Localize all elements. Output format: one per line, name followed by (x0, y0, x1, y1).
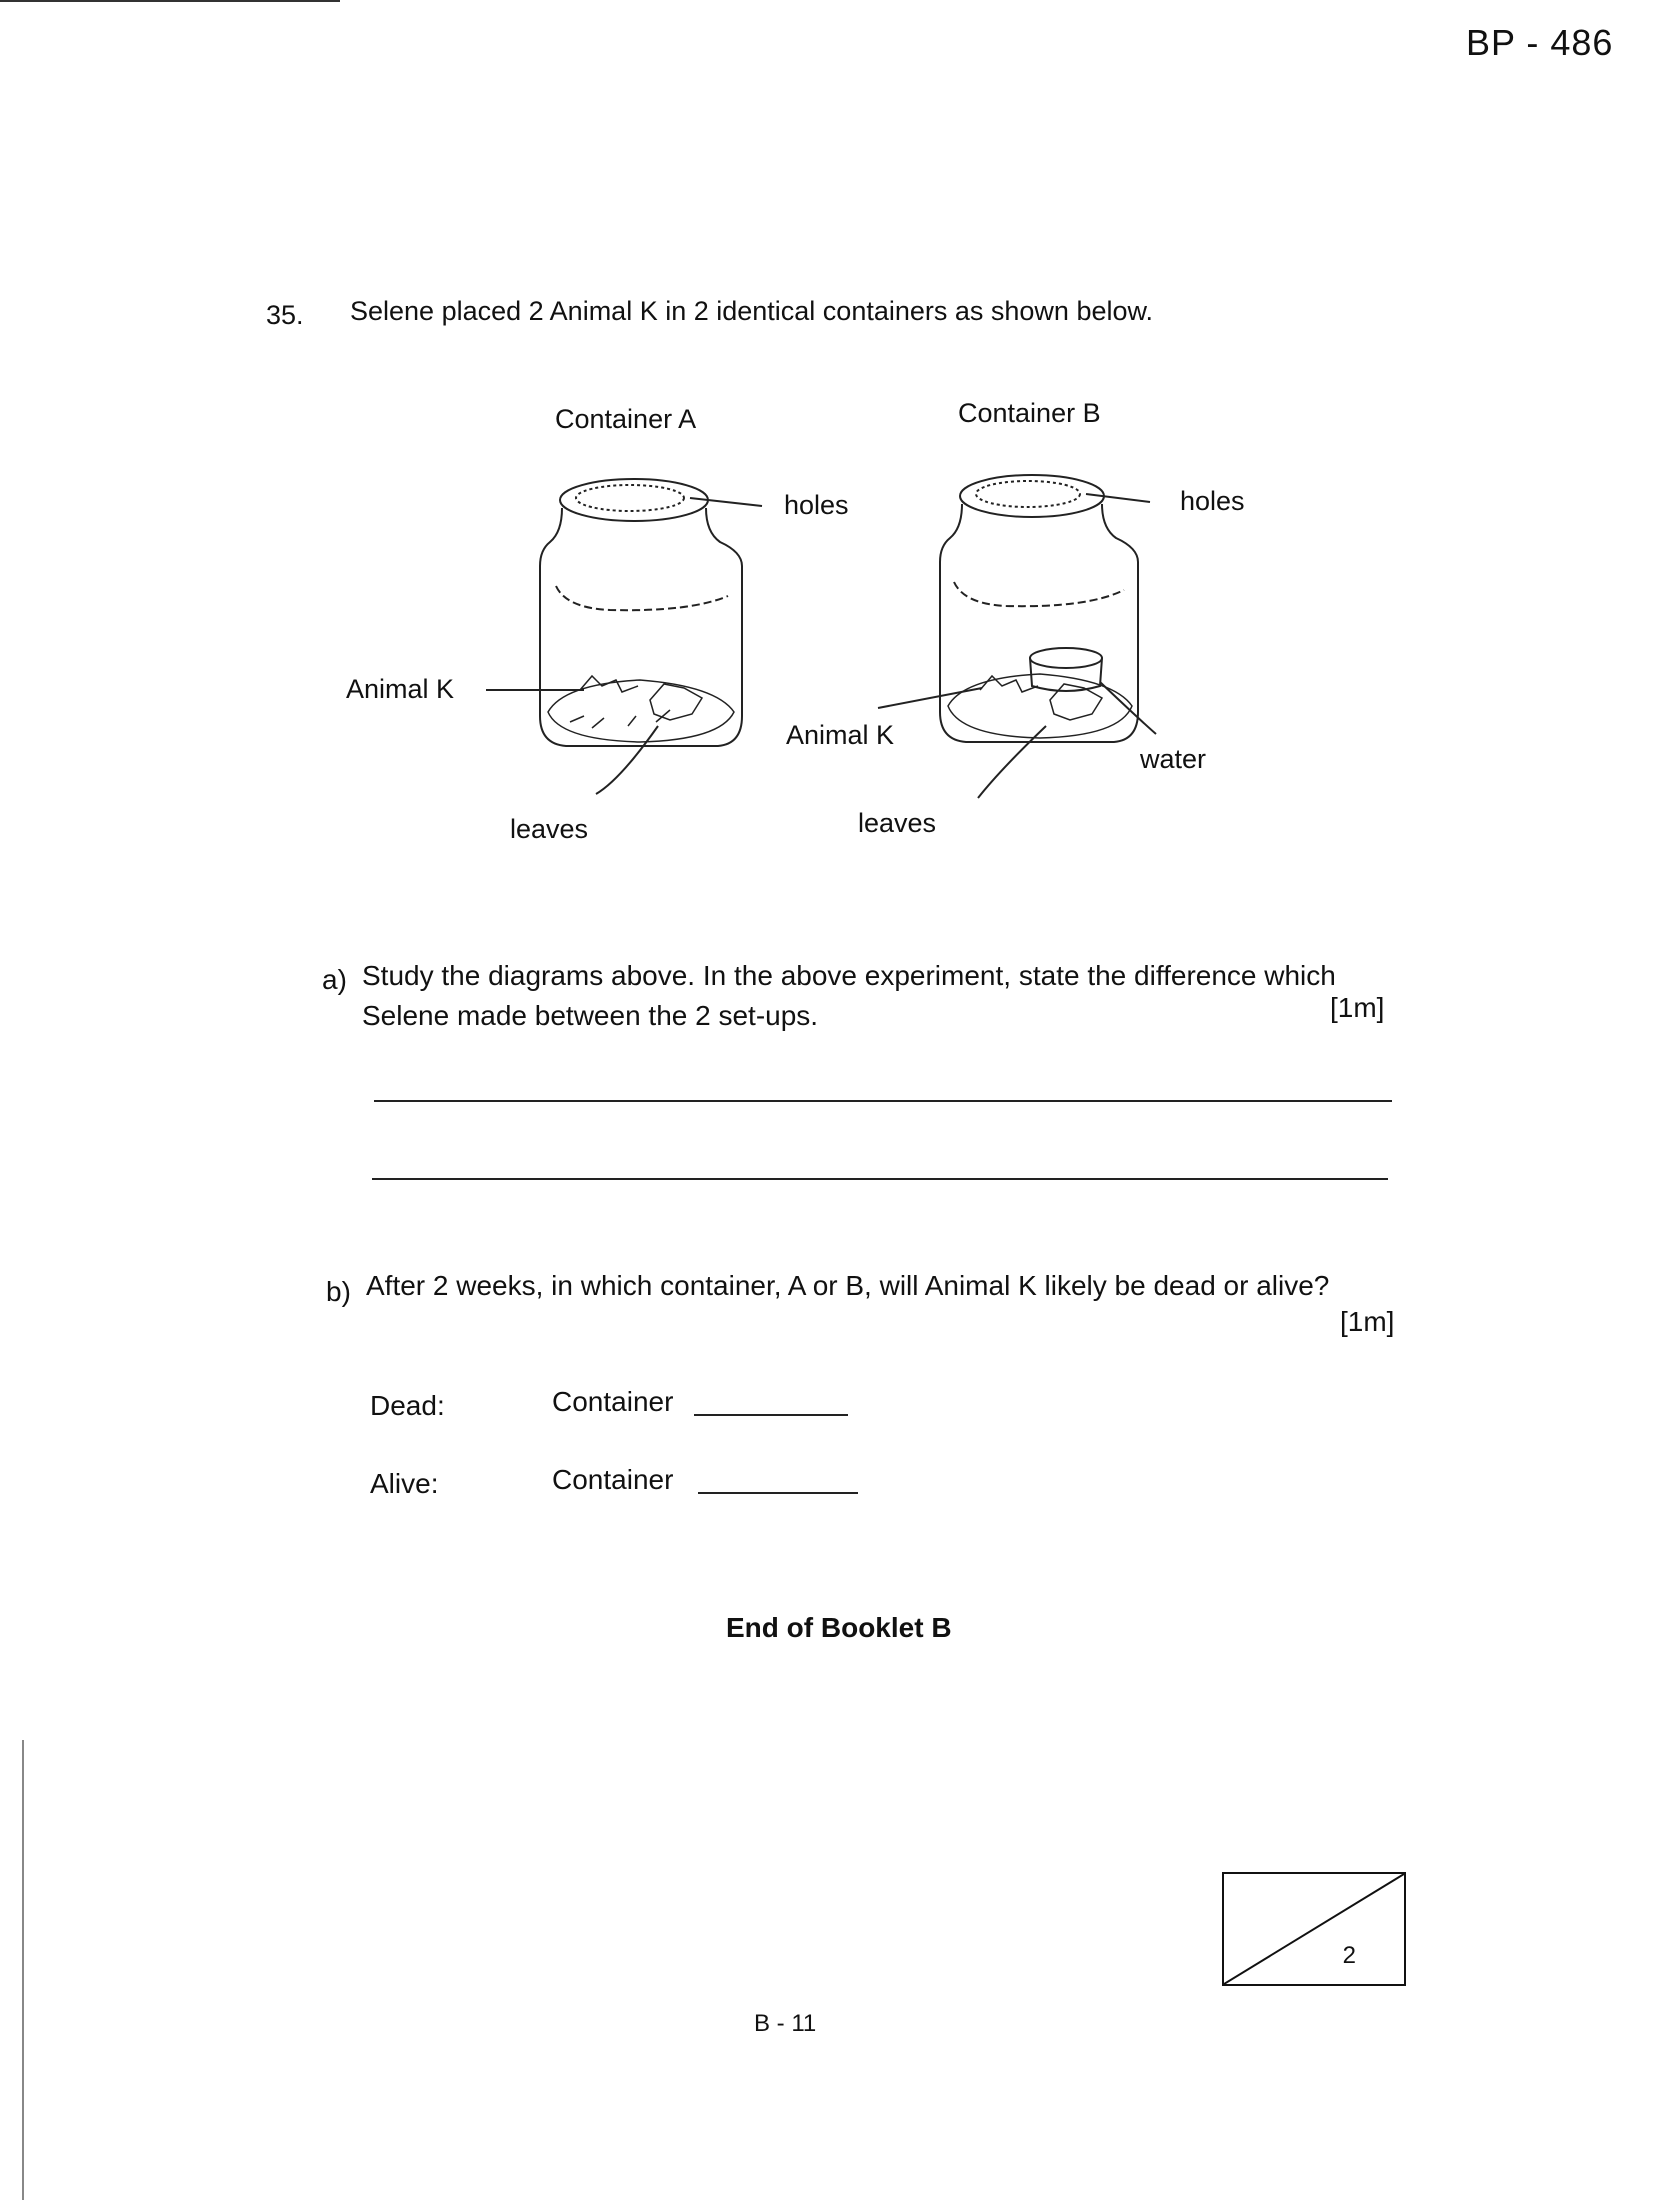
part-b-letter: b) (326, 1276, 351, 1307)
holes-b-label: holes (1180, 486, 1245, 516)
holes-a-label: holes (784, 490, 849, 520)
container-a-label: Container A (555, 404, 697, 434)
container-b-jar (878, 475, 1156, 798)
dead-label: Dead: (370, 1390, 445, 1421)
dead-container-label: Container (552, 1386, 674, 1417)
part-a-line-2: Selene made between the 2 set-ups. (362, 1000, 819, 1031)
left-margin-line (22, 1740, 24, 2200)
score-diagonal (1224, 1874, 1404, 1984)
experiment-diagram (0, 0, 1654, 900)
question-text: Selene placed 2 Animal K in 2 identical containers as shown below. (350, 296, 1153, 326)
page-number: B - 11 (754, 2010, 817, 2037)
animal-k-a-label: Animal K (346, 674, 455, 704)
leaves-b-label: leaves (858, 808, 937, 838)
score-value: 2 (1342, 1942, 1356, 1969)
container-a-jar (486, 479, 762, 794)
answer-line-1[interactable] (374, 1100, 1392, 1102)
end-of-booklet: End of Booklet B (726, 1612, 952, 1643)
score-box (1222, 1872, 1406, 1986)
part-b-mark: [1m] (1340, 1306, 1395, 1337)
water-label: water (1140, 744, 1207, 774)
part-a-mark: [1m] (1330, 992, 1385, 1023)
paper-code: BP - 486 (1466, 22, 1614, 63)
alive-container-label: Container (552, 1464, 674, 1495)
part-a-letter: a) (322, 964, 347, 995)
jars-illustration (0, 0, 1654, 900)
animal-k-b-label: Animal K (786, 720, 895, 750)
question-number: 35. (266, 300, 304, 330)
part-b-text: After 2 weeks, in which container, A or B, will Animal K likely be dead or alive? (366, 1270, 1330, 1301)
dead-answer-blank[interactable] (694, 1414, 848, 1416)
answer-line-2[interactable] (372, 1178, 1388, 1180)
alive-label: Alive: (370, 1468, 439, 1499)
container-b-label: Container B (958, 398, 1101, 428)
leaves-a-label: leaves (510, 814, 589, 844)
alive-answer-blank[interactable] (698, 1492, 858, 1494)
part-a-line-1: Study the diagrams above. In the above experiment, state the difference which (362, 960, 1336, 991)
